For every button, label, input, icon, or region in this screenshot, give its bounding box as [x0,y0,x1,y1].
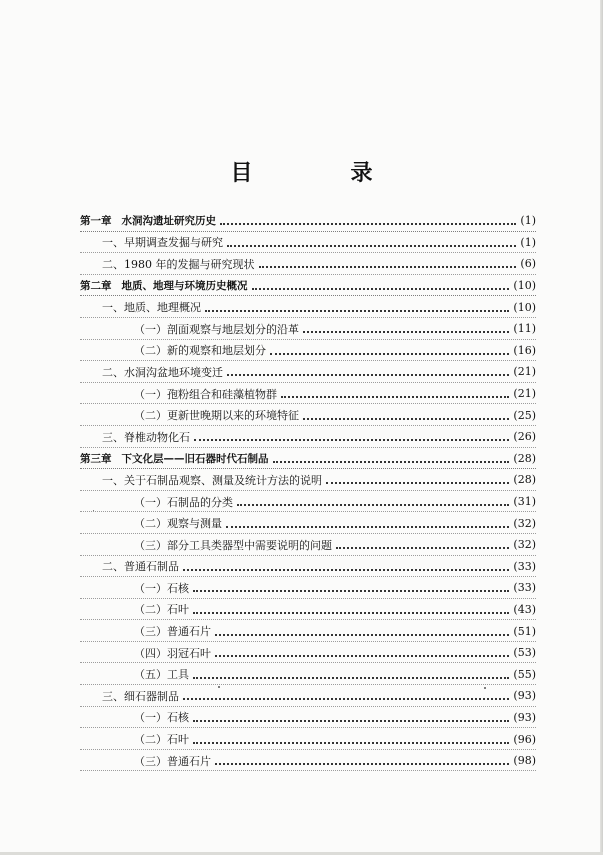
dot-leader [270,352,509,355]
dot-leader [252,287,510,290]
toc-section-entry [80,750,536,772]
entry-title: 一、关于石制品观察、测量及统计方法的说明 [102,473,322,487]
entry-title: 水洞沟遗址研究历史 [121,215,216,228]
toc-section-entry [80,663,536,685]
entry-title: 二、水洞沟盆地环境变迁 [102,365,223,379]
entry-title: （三）部分工具类器型中需要说明的问题 [134,538,332,552]
toc-section-entry [80,728,536,750]
toc-section-entry [80,426,536,448]
toc-section-entry [80,685,536,707]
chapter-number: 第三章 [80,452,112,465]
dot-leader [237,503,509,506]
dot-leader [227,244,516,247]
page-number: (98) [513,754,536,768]
chapter-number: 第二章 [80,280,112,293]
dot-leader [326,481,509,484]
toc-section-entry [80,534,536,556]
dot-leader [215,762,509,765]
toc-section-entry [80,253,536,275]
entry-title: （一）石核 [134,581,189,595]
toc-section-entry [80,599,536,621]
print-speck [93,510,94,511]
toc-chapter-entry [80,275,536,297]
toc-section-entry [80,556,536,578]
page-number: (53) [513,646,536,660]
entry-title: 三、细石器制品 [102,689,179,703]
page-number: (21) [513,387,536,401]
page-number: (93) [513,710,536,724]
entry-title: （二）更新世晚期以来的环境特征 [134,409,299,423]
page-number: (51) [513,624,536,638]
entry-title: （一）石核 [134,711,189,725]
page-number: (10) [513,279,536,293]
table-of-contents [80,210,536,771]
dot-leader [193,719,509,722]
dot-leader [215,633,509,636]
entry-title: （三）普通石片 [134,625,211,639]
toc-section-entry [80,296,536,318]
toc-section-entry [80,512,536,534]
toc-section-entry [80,642,536,664]
page-number: (21) [513,365,536,379]
page-number: (1) [520,235,536,249]
dot-leader [273,460,510,463]
entry-title: （二）观察与测量 [134,517,222,531]
entry-title: （一）孢粉组合和硅藻植物群 [134,387,277,401]
page-number: (33) [513,559,536,573]
page-number: (32) [513,516,536,530]
entry-title: （一）剖面观察与地层划分的沿革 [134,322,299,336]
page-number: (26) [513,430,536,444]
page-number: (6) [520,257,536,271]
dot-leader [193,741,509,744]
dot-leader [226,525,509,528]
toc-section-entry [80,383,536,405]
page-title: 目 录 [230,161,411,186]
toc-section-entry [80,577,536,599]
dot-leader [259,265,517,268]
page-number: (1) [520,214,536,228]
chapter-number: 第一章 [80,215,112,228]
entry-title: 地质、地理与环境历史概况 [121,280,248,293]
toc-section-entry [80,318,536,340]
entry-title: （二）石叶 [134,733,189,747]
entry-title: 一、地质、地理概况 [102,301,201,315]
toc-section-entry [80,491,536,513]
row-separator [80,770,536,771]
dot-leader [193,611,509,614]
entry-title: 一、早期调查发掘与研究 [102,236,223,250]
page-number: (10) [513,300,536,314]
page-number: (28) [513,473,536,487]
page-number: (93) [513,689,536,703]
dot-leader [215,654,509,657]
dot-leader [303,330,509,333]
dot-leader [336,546,509,549]
toc-section-entry [80,340,536,362]
dot-leader [303,417,509,420]
dot-leader [194,438,509,441]
dot-leader [227,373,509,376]
page-number: (11) [513,322,536,336]
dot-leader [205,309,509,312]
toc-section-entry [80,232,536,254]
dot-leader [193,589,509,592]
entry-title: （一）石制品的分类 [134,495,233,509]
dot-leader [183,697,509,700]
page-number: (43) [513,602,536,616]
entry-title: 二、1980 年的发掘与研究现状 [102,257,255,271]
toc-section-entry [80,707,536,729]
toc-section-entry [80,404,536,426]
toc-section-entry [80,361,536,383]
entry-title: （三）普通石片 [134,754,211,768]
page-number: (55) [513,667,536,681]
entry-title: （四）羽冠石叶 [134,646,211,660]
page-number: (31) [513,495,536,509]
print-speck [218,686,220,688]
print-speck [484,687,486,689]
entry-title: （五）工具 [134,668,189,682]
entry-title: 下文化层——旧石器时代石制品 [121,452,269,465]
entry-title: （二）新的观察和地层划分 [134,344,266,358]
toc-section-entry [80,620,536,642]
page-number: (28) [513,451,536,465]
page-number: (25) [513,408,536,422]
toc-chapter-entry [80,210,536,232]
dot-leader [183,568,509,571]
page-number: (16) [513,343,536,357]
dot-leader [281,395,509,398]
dot-leader [193,676,509,679]
entry-title: 二、普通石制品 [102,560,179,574]
page-number: (96) [513,732,536,746]
page-number: (32) [513,538,536,552]
entry-title: （二）石叶 [134,603,189,617]
toc-chapter-entry [80,448,536,470]
toc-section-entry [80,469,536,491]
page-number: (33) [513,581,536,595]
dot-leader [220,222,516,225]
entry-title: 三、脊椎动物化石 [102,430,190,444]
